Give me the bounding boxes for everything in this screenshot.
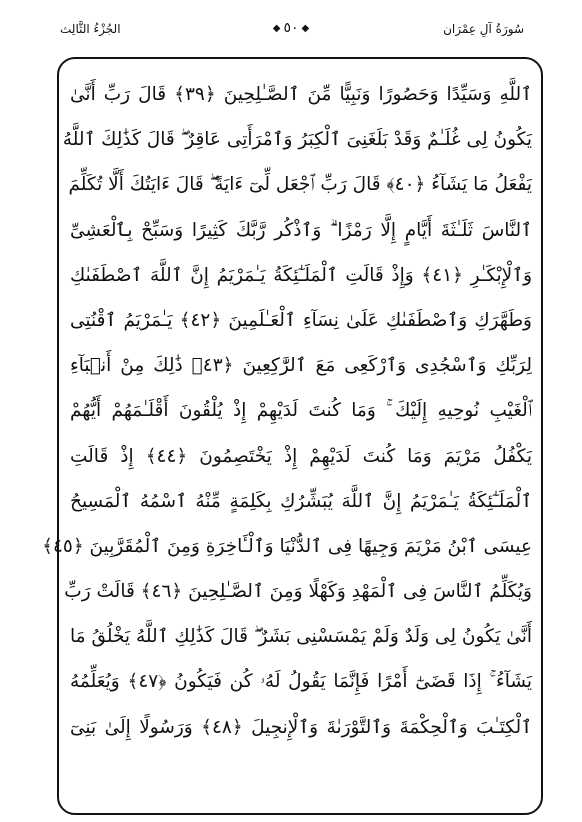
text-line: ٱلْكِتَـٰبَ وَٱلْحِكْمَةَ وَٱلتَّوْرَىٰةَ وَٱلْإِنجِيلَ ﴿٤٨﴾ وَرَسُولًا إِلَىٰ بَنِىٓ	[70, 716, 532, 738]
text-line: عِيسَى ٱبْنُ مَرْيَمَ وَجِيهًا فِى ٱلدُّنْيَا وَٱلْـَٔاخِرَةِ وَمِنَ ٱلْمُقَرَّبِينَ ﴿٤٥﴾	[42, 535, 532, 557]
ornament-right-icon: ◆	[301, 22, 310, 34]
text-line: وَٱلْإِبْكَـٰرِ ﴿٤١﴾ وَإِذْ قَالَتِ ٱلْمَلَـٰٓئِكَةُ يَـٰمَرْيَمُ إِنَّ ٱللَّهَ ٱصْطَفَىٰكِ	[70, 264, 533, 286]
surah-title: سُورَةُ آلِ عِمْرَان	[443, 22, 524, 36]
text-line: وَطَهَّرَكِ وَٱصْطَفَىٰكِ عَلَىٰ نِسَآءِ ٱلْعَـٰلَمِينَ ﴿٤٢﴾ يَـٰمَرْيَمُ ٱقْنُتِى	[70, 309, 532, 331]
text-line: أَنَّىٰ يَكُونُ لِى وَلَدٌ وَلَمْ يَمْسَسْنِى بَشَرٌ ۖ قَالَ كَذَٰلِكِ ٱللَّهُ يَخْلُقُ مَا	[70, 626, 532, 648]
text-line: يَكْفُلُ مَرْيَمَ وَمَا كُنتَ لَدَيْهِمْ إِذْ يَخْتَصِمُونَ ﴿٤٤﴾ إِذْ قَالَتِ	[70, 445, 533, 467]
text-line: يَفْعَلُ مَا يَشَآءُ ﴿٤٠﴾ قَالَ رَبِّ ٱجْعَل لِّىٓ ءَايَةً ۖ قَالَ ءَايَتُكَ أَلَّا تُكَلِّمَ	[68, 174, 532, 196]
text-line: ٱلنَّاسَ ثَلَـٰثَةَ أَيَّامٍ إِلَّا رَمْزًا ۗ وَٱذْكُر رَّبَّكَ كَثِيرًا وَسَبِّحْ بِٱلْعَشِىِّ	[70, 219, 532, 241]
text-line: يَشَآءُ ۚ إِذَا قَضَىٰٓ أَمْرًا فَإِنَّمَا يَقُولُ لَهُۥ كُن فَيَكُونُ ﴿٤٧﴾ وَيُعَلِّمُهُ	[70, 671, 533, 693]
text-line: يَكُونُ لِى غُلَـٰمٌ وَقَدْ بَلَغَنِىَ ٱلْكِبَرُ وَٱمْرَأَتِى عَاقِرٌ ۖ قَالَ كَذَٰلِكَ ٱللَّهُ	[62, 129, 532, 151]
text-line: ٱلْغَيْبِ نُوحِيهِ إِلَيْكَ ۚ وَمَا كُنتَ لَدَيْهِمْ إِذْ يُلْقُونَ أَقْلَـٰمَهُمْ أَيُّهُمْ	[70, 400, 532, 422]
text-line: ٱلْمَلَـٰٓئِكَةُ يَـٰمَرْيَمُ إِنَّ ٱللَّهَ يُبَشِّرُكِ بِكَلِمَةٍ مِّنْهُ ٱسْمُهُ ٱلْمَسِيحُ	[70, 490, 532, 512]
page-number: ٥٠	[283, 20, 299, 36]
ornament-left-icon: ◆	[272, 22, 281, 34]
text-line: ٱللَّهِ وَسَيِّدًا وَحَصُورًا وَنَبِيًّا مِّنَ ٱلصَّـٰلِحِينَ ﴿٣٩﴾ قَالَ رَبِّ أَنَّىٰ	[70, 84, 532, 105]
text-line: وَيُكَلِّمُ ٱلنَّاسَ فِى ٱلْمَهْدِ وَكَهْلًا وَمِنَ ٱلصَّـٰلِحِينَ ﴿٤٦﴾ قَالَتْ رَبِّ	[64, 581, 532, 603]
page-header	[0, 0, 582, 60]
juz-title: الجُزْءُ الثَّالِث	[60, 22, 121, 36]
quran-text-block	[42, 72, 533, 750]
text-line: لِرَبِّكِ وَٱسْجُدِى وَٱرْكَعِى مَعَ ٱلرَّٰكِعِينَ ﴿٤٣﴾ ذَٰلِكَ مِنْ أَنۢبَآءِ	[70, 355, 532, 377]
